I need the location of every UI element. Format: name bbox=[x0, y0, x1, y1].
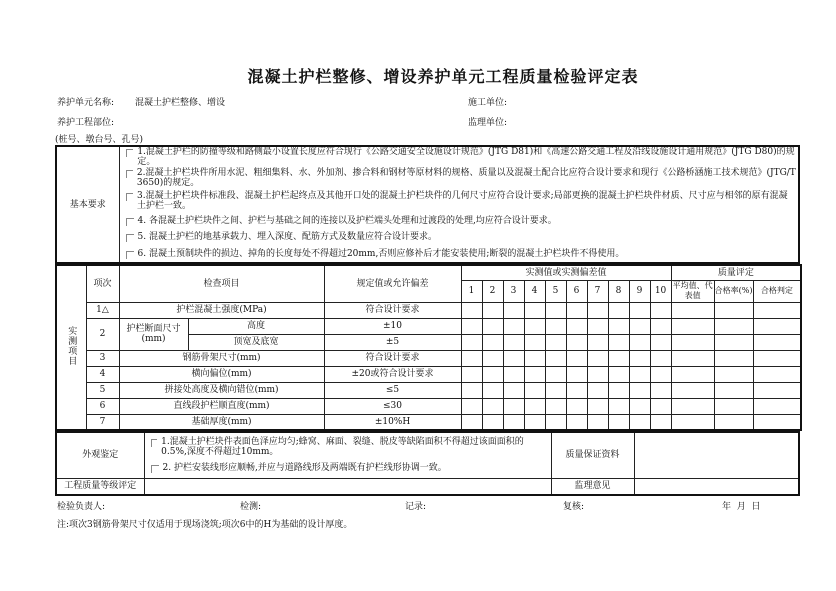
checkbox-icon[interactable] bbox=[126, 149, 134, 157]
measured-value-cell[interactable] bbox=[524, 334, 545, 350]
measured-value-cell[interactable] bbox=[608, 350, 629, 366]
quality-docs-label: 质量保证资料 bbox=[551, 432, 634, 478]
item-spec: 符合设计要求 bbox=[324, 302, 461, 318]
appearance-item-2[interactable]: 2. 护栏安装线形应顺畅,并应与道路线形及两端既有护栏线形协调一致。 bbox=[147, 463, 549, 473]
measured-value-cell[interactable] bbox=[503, 334, 524, 350]
station-label: (桩号、墩台号、孔号) bbox=[55, 135, 144, 145]
measured-value-cell[interactable] bbox=[461, 350, 482, 366]
measured-value-cell[interactable] bbox=[587, 302, 608, 318]
item-name: 高度 bbox=[188, 318, 324, 334]
measured-value-cell[interactable] bbox=[608, 398, 629, 414]
appearance-item-1[interactable]: 1.混凝土护栏块件表面色泽应均匀;蜂窝、麻面、裂缝、脱皮等缺陷面积不得超过该面面积的0.5%,深度不得超过10mm。 bbox=[147, 437, 549, 457]
item-no: 1△ bbox=[86, 302, 119, 318]
measured-value-cell[interactable] bbox=[753, 414, 801, 430]
item-spec: ≤5 bbox=[324, 382, 461, 398]
measured-value-cell[interactable] bbox=[650, 302, 671, 318]
measured-value-cell[interactable] bbox=[587, 382, 608, 398]
measured-value-cell[interactable] bbox=[524, 382, 545, 398]
item-group: 护栏断面尺寸(mm) bbox=[119, 318, 188, 350]
measured-value-cell[interactable] bbox=[629, 366, 650, 382]
appearance-table bbox=[55, 431, 800, 496]
checkbox-icon[interactable] bbox=[126, 193, 134, 201]
measured-value-cell[interactable] bbox=[753, 318, 801, 334]
measured-value-cell[interactable] bbox=[608, 302, 629, 318]
table-row bbox=[56, 302, 801, 318]
item-no: 5 bbox=[86, 382, 119, 398]
project-part-label: 养护工程部位: bbox=[57, 118, 115, 128]
measured-value-cell[interactable] bbox=[671, 398, 714, 414]
recorder-label: 记录: bbox=[405, 502, 427, 512]
measured-value-cell[interactable] bbox=[482, 414, 503, 430]
measured-items-table bbox=[55, 264, 802, 431]
table-row bbox=[56, 398, 801, 414]
tester-label: 检测: bbox=[240, 502, 262, 512]
measured-value-cell[interactable] bbox=[524, 350, 545, 366]
measured-value-cell[interactable] bbox=[714, 350, 753, 366]
measured-value-cell[interactable] bbox=[629, 302, 650, 318]
measured-value-cell[interactable] bbox=[524, 414, 545, 430]
item-name: 横向偏位(mm) bbox=[119, 366, 324, 382]
measured-value-cell[interactable] bbox=[503, 398, 524, 414]
measured-value-cell[interactable] bbox=[714, 366, 753, 382]
contractor-label: 施工单位: bbox=[468, 98, 508, 108]
measured-value-cell[interactable] bbox=[629, 382, 650, 398]
value-col-header: 5 bbox=[545, 280, 566, 302]
measured-value-cell[interactable] bbox=[545, 414, 566, 430]
supervision-cell[interactable] bbox=[634, 478, 799, 495]
measured-value-cell[interactable] bbox=[503, 350, 524, 366]
measured-value-cell[interactable] bbox=[629, 334, 650, 350]
measured-value-cell[interactable] bbox=[545, 302, 566, 318]
quality-docs-cell[interactable] bbox=[634, 432, 799, 478]
item-spec: ±5 bbox=[324, 334, 461, 350]
value-col-header: 2 bbox=[482, 280, 503, 302]
measured-value-cell[interactable] bbox=[587, 334, 608, 350]
measured-value-cell[interactable] bbox=[714, 302, 753, 318]
measured-value-cell[interactable] bbox=[503, 382, 524, 398]
checkbox-icon[interactable] bbox=[126, 218, 134, 226]
measured-value-cell[interactable] bbox=[650, 334, 671, 350]
item-name: 直线段护栏顺直度(mm) bbox=[119, 398, 324, 414]
item-spec: ±20或符合设计要求 bbox=[324, 366, 461, 382]
item-name: 护栏混凝土强度(MPa) bbox=[119, 302, 324, 318]
measured-value-cell[interactable] bbox=[461, 382, 482, 398]
measured-value-cell[interactable] bbox=[461, 318, 482, 334]
measured-value-cell[interactable] bbox=[714, 414, 753, 430]
measured-value-cell[interactable] bbox=[566, 414, 587, 430]
basic-req-1[interactable]: 1.混凝土护栏的防撞等级和路侧最小设置长度应符合现行《公路交通安全设施设计规范》(JTG D81)和《高速公路交通工程及沿线设施设计通用规范》(JTG D80)的规定。 bbox=[122, 147, 797, 167]
measured-value-cell[interactable] bbox=[753, 398, 801, 414]
unit-name-label: 养护单元名称: bbox=[57, 98, 115, 108]
measured-value-cell[interactable] bbox=[545, 366, 566, 382]
measured-value-cell[interactable] bbox=[714, 398, 753, 414]
value-col-header: 1 bbox=[461, 280, 482, 302]
col-spec-header: 规定值或允许偏差 bbox=[324, 265, 461, 302]
measured-value-cell[interactable] bbox=[587, 414, 608, 430]
measured-value-cell[interactable] bbox=[629, 318, 650, 334]
item-name: 钢筋骨架尺寸(mm) bbox=[119, 350, 324, 366]
measured-value-cell[interactable] bbox=[503, 302, 524, 318]
checkbox-icon[interactable] bbox=[151, 465, 159, 473]
measured-value-cell[interactable] bbox=[608, 414, 629, 430]
measured-value-cell[interactable] bbox=[566, 398, 587, 414]
measured-value-cell[interactable] bbox=[482, 302, 503, 318]
col-no-header: 项次 bbox=[86, 265, 119, 302]
measured-value-cell[interactable] bbox=[461, 334, 482, 350]
value-col-header: 7 bbox=[587, 280, 608, 302]
measured-value-cell[interactable] bbox=[482, 334, 503, 350]
grade-label: 工程质量等级评定 bbox=[56, 478, 144, 495]
item-no: 3 bbox=[86, 350, 119, 366]
checkbox-icon[interactable] bbox=[126, 251, 134, 259]
date-label: 年 月 日 bbox=[722, 502, 761, 512]
measured-value-cell[interactable] bbox=[587, 318, 608, 334]
table-row bbox=[56, 414, 801, 430]
inspector-label: 检验负责人: bbox=[57, 502, 106, 512]
item-spec: 符合设计要求 bbox=[324, 350, 461, 366]
supervisor-label: 监理单位: bbox=[468, 118, 508, 128]
col-avg-header: 平均值、代表值 bbox=[672, 281, 713, 300]
measured-value-cell[interactable] bbox=[503, 318, 524, 334]
measured-value-cell[interactable] bbox=[461, 414, 482, 430]
item-name: 拼接处高度及横向错位(mm) bbox=[119, 382, 324, 398]
measured-value-cell[interactable] bbox=[714, 318, 753, 334]
checkbox-icon[interactable] bbox=[126, 234, 134, 242]
basic-req-3[interactable]: 3.混凝土护栏块件标准段、混凝土护栏起终点及其他开口处的混凝土护栏块件的几何尺寸应符合设计要求;局部更换的混凝土护栏块件材质、尺寸应与相邻的原有混凝土护栏一致。 bbox=[122, 191, 797, 211]
item-no: 2 bbox=[86, 318, 119, 350]
measured-value-cell[interactable] bbox=[714, 334, 753, 350]
basic-requirements-table bbox=[55, 145, 800, 264]
item-spec: ±10%H bbox=[324, 414, 461, 430]
measured-value-cell[interactable] bbox=[753, 382, 801, 398]
measured-value-cell[interactable] bbox=[503, 414, 524, 430]
measured-value-cell[interactable] bbox=[482, 382, 503, 398]
measured-value-cell[interactable] bbox=[461, 302, 482, 318]
measured-value-cell[interactable] bbox=[650, 398, 671, 414]
measured-value-cell[interactable] bbox=[566, 350, 587, 366]
measured-value-cell[interactable] bbox=[671, 350, 714, 366]
col-judge-header: 合格判定 bbox=[753, 280, 801, 302]
basic-req-4[interactable]: 4. 各混凝土护栏块件之间、护栏与基础之间的连接以及护栏端头处理和过渡段的处理,均应符合设计要求。 bbox=[122, 216, 797, 226]
measured-value-cell[interactable] bbox=[545, 334, 566, 350]
value-col-header: 9 bbox=[629, 280, 650, 302]
value-col-header: 4 bbox=[524, 280, 545, 302]
value-col-header: 3 bbox=[503, 280, 524, 302]
measured-value-cell[interactable] bbox=[545, 318, 566, 334]
item-spec: ±10 bbox=[324, 318, 461, 334]
measured-value-cell[interactable] bbox=[650, 366, 671, 382]
checkbox-icon[interactable] bbox=[126, 170, 133, 178]
table-row bbox=[56, 318, 801, 334]
measured-value-cell[interactable] bbox=[753, 302, 801, 318]
measured-value-cell[interactable] bbox=[671, 382, 714, 398]
measured-value-cell[interactable] bbox=[671, 414, 714, 430]
measured-value-cell[interactable] bbox=[608, 334, 629, 350]
col-item-header: 检查项目 bbox=[119, 265, 324, 302]
measured-value-cell[interactable] bbox=[566, 366, 587, 382]
value-col-header: 10 bbox=[650, 280, 671, 302]
measured-value-cell[interactable] bbox=[650, 414, 671, 430]
measured-value-cell[interactable] bbox=[461, 398, 482, 414]
item-no: 7 bbox=[86, 414, 119, 430]
basic-req-5[interactable]: 5. 混凝土护栏的地基承载力、埋入深度、配筋方式及数量应符合设计要求。 bbox=[122, 232, 797, 242]
measured-value-cell[interactable] bbox=[545, 350, 566, 366]
measured-value-cell[interactable] bbox=[482, 318, 503, 334]
measured-value-cell[interactable] bbox=[482, 350, 503, 366]
value-col-header: 8 bbox=[608, 280, 629, 302]
measured-section-label: 实测项目 bbox=[56, 265, 86, 430]
measured-value-cell[interactable] bbox=[566, 334, 587, 350]
measured-value-cell[interactable] bbox=[503, 366, 524, 382]
measured-value-cell[interactable] bbox=[671, 334, 714, 350]
measured-value-cell[interactable] bbox=[482, 398, 503, 414]
measured-value-cell[interactable] bbox=[629, 350, 650, 366]
basic-requirements-label: 基本要求 bbox=[56, 146, 119, 263]
col-quality-header: 质量评定 bbox=[671, 265, 801, 280]
measured-value-cell[interactable] bbox=[587, 366, 608, 382]
item-spec: ≤30 bbox=[324, 398, 461, 414]
measured-value-cell[interactable] bbox=[566, 318, 587, 334]
measured-value-cell[interactable] bbox=[753, 350, 801, 366]
measured-value-cell[interactable] bbox=[524, 318, 545, 334]
value-col-header: 6 bbox=[566, 280, 587, 302]
measured-value-cell[interactable] bbox=[608, 382, 629, 398]
measured-value-cell[interactable] bbox=[753, 334, 801, 350]
unit-name-value: 混凝土护栏整修、增设 bbox=[135, 98, 226, 108]
item-no: 6 bbox=[86, 398, 119, 414]
col-values-header: 实测值或实测偏差值 bbox=[461, 265, 671, 280]
col-rate-header: 合格率(%) bbox=[714, 280, 753, 302]
item-no: 4 bbox=[86, 366, 119, 382]
measured-value-cell[interactable] bbox=[587, 398, 608, 414]
measured-value-cell[interactable] bbox=[671, 318, 714, 334]
item-name: 基础厚度(mm) bbox=[119, 414, 324, 430]
measured-value-cell[interactable] bbox=[461, 366, 482, 382]
measured-value-cell[interactable] bbox=[714, 382, 753, 398]
measured-value-cell[interactable] bbox=[566, 382, 587, 398]
grade-cell[interactable] bbox=[144, 478, 551, 495]
measured-value-cell[interactable] bbox=[587, 350, 608, 366]
note: 注:项次3钢筋骨架尺寸仅适用于现场浇筑;项次6中的H为基础的设计厚度。 bbox=[57, 520, 353, 530]
item-name: 顶宽及底宽 bbox=[188, 334, 324, 350]
measured-value-cell[interactable] bbox=[524, 366, 545, 382]
page-title: 混凝土护栏整修、增设养护单元工程质量检验评定表 bbox=[247, 67, 639, 86]
measured-value-cell[interactable] bbox=[650, 318, 671, 334]
measured-value-cell[interactable] bbox=[482, 366, 503, 382]
measured-value-cell[interactable] bbox=[545, 398, 566, 414]
table-row bbox=[56, 350, 801, 366]
checkbox-icon[interactable] bbox=[151, 439, 158, 447]
measured-value-cell[interactable] bbox=[566, 302, 587, 318]
appearance-label: 外观鉴定 bbox=[56, 432, 144, 478]
measured-value-cell[interactable] bbox=[650, 382, 671, 398]
reviewer-label: 复核: bbox=[563, 502, 585, 512]
measured-value-cell[interactable] bbox=[753, 366, 801, 382]
table-row bbox=[56, 366, 801, 382]
measured-value-cell[interactable] bbox=[671, 366, 714, 382]
table-row bbox=[56, 382, 801, 398]
measured-value-cell[interactable] bbox=[608, 318, 629, 334]
measured-value-cell[interactable] bbox=[608, 366, 629, 382]
supervision-label: 监理意见 bbox=[551, 478, 634, 495]
measured-value-cell[interactable] bbox=[629, 398, 650, 414]
measured-value-cell[interactable] bbox=[524, 398, 545, 414]
measured-value-cell[interactable] bbox=[671, 302, 714, 318]
measured-value-cell[interactable] bbox=[545, 382, 566, 398]
basic-req-6[interactable]: 6. 混凝土预制块件的损边、掉角的长度每处不得超过20mm,否则应修补后才能安装使用;断裂的混凝土护栏块件不得使用。 bbox=[122, 249, 797, 259]
measured-value-cell[interactable] bbox=[524, 302, 545, 318]
basic-req-2[interactable]: 2.混凝土护栏块件所用水泥、粗细集料、水、外加剂、掺合料和钢材等原材料的规格、质量以及混凝土配合比应符合设计要求和现行《公路桥涵施工技术规范》(JTG/T 3650)的规定。 bbox=[122, 168, 797, 188]
measured-value-cell[interactable] bbox=[650, 350, 671, 366]
measured-value-cell[interactable] bbox=[629, 414, 650, 430]
